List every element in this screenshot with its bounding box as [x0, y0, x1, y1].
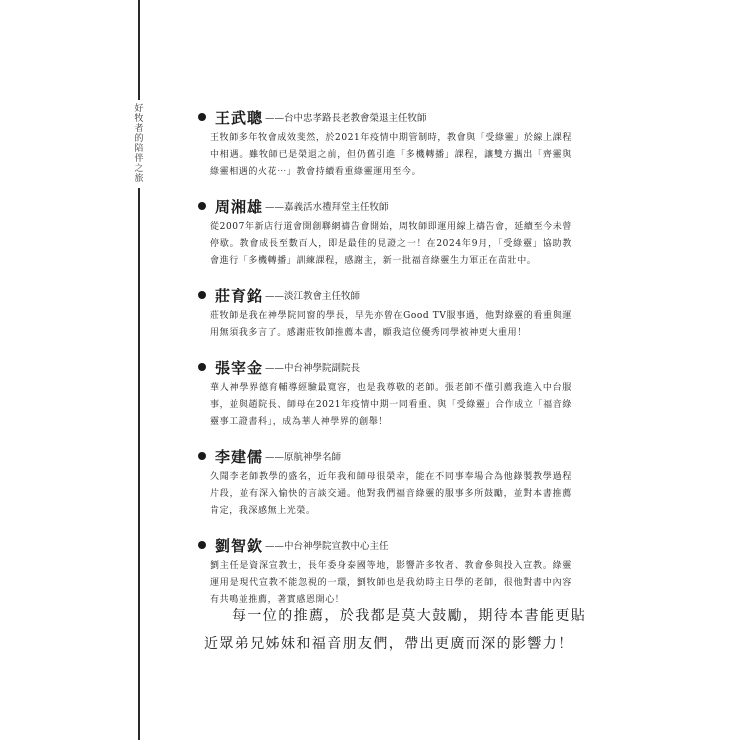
- bullet-icon: [198, 452, 206, 460]
- entry-heading: [198, 286, 578, 304]
- endorser-name: 王武聰: [215, 108, 264, 127]
- bullet-icon: [198, 363, 206, 371]
- endorsement-entry: [198, 536, 578, 609]
- endorser-role: ——嘉義活水禮拜堂主任牧師: [265, 202, 389, 213]
- bullet-icon: [198, 202, 206, 210]
- endorser-name: 周湘雄: [215, 197, 264, 216]
- endorsement-entry: [198, 358, 578, 431]
- endorser-role: ——台中忠孝路長老教會榮退主任牧師: [265, 113, 427, 124]
- endorser-name: 李建儒: [215, 447, 264, 466]
- endorsement-entry: [198, 197, 578, 270]
- entry-heading: [198, 197, 578, 215]
- bullet-icon: [198, 541, 206, 549]
- entry-heading: [198, 536, 578, 554]
- entry-heading: [198, 108, 578, 126]
- endorser-role: ——中台神學院宣教中心主任: [265, 541, 389, 552]
- endorsement-text: 久聞李老師教學的盛名，近年我和師母很榮幸，能在不同事奉場合為他錄製教學過程片段，並有深入愉快的言談交通。他對我們福音綠靈的服事多所鼓勵，並對本書推薦肯定，我深感無上光榮。: [210, 472, 572, 516]
- endorser-role: ——中台神學院副院長: [265, 363, 361, 374]
- endorser-name: 劉智欽: [215, 536, 264, 555]
- bullet-icon: [198, 291, 206, 299]
- endorser-name: 張宰金: [215, 358, 264, 377]
- endorsement-entry: [198, 108, 578, 181]
- endorsement-entry: [198, 447, 578, 520]
- endorser-role: ——淡江教會主任牧師: [265, 291, 361, 302]
- bullet-icon: [198, 113, 206, 121]
- endorsement-text: 莊牧師是我在神學院同窗的學長，早先亦曾在Good TV服事過，他對綠靈的看重與運用無須我多言了。感謝莊牧師推薦本書，願我這位優秀同學被神更大重用！: [210, 311, 572, 338]
- endorsement-text: 華人神學界德育輔導經驗最寬容，也是我尊敬的老師。張老師不僅引薦我進入中台服事，並與趙院長、師母在2021年疫情中期一同看重、與「受綠靈」合作成立「福音綠靈事工證書科」，成為華人神學界的創舉！: [210, 383, 572, 427]
- endorsement-entry: [198, 286, 578, 342]
- entry-heading: [198, 358, 578, 376]
- entry-heading: [198, 447, 578, 465]
- endorser-name: 莊育銘: [215, 286, 264, 305]
- running-head: 好牧者的陪伴之旅: [132, 100, 146, 188]
- endorsement-text: 從2007年新店行道會開創聯網禱告會開始，周牧師即運用線上禱告會，延續至今未曾停歇。教會成長至數百人，即是最佳的見證之一！在2024年9月，「受綠靈」協助教會進行「多機轉播」訓練課程，感謝主，新一批福音綠靈生力軍正在苗壯中。: [210, 222, 572, 266]
- closing-paragraph: 每一位的推薦，於我都是莫大鼓勵，期待本書能更貼近眾弟兄姊妹和福音朋友們，帶出更廣而深的影響力！: [204, 608, 587, 652]
- endorsement-text: 王牧師多年牧會成效斐然，於2021年疫情中期管制時，教會與「受綠靈」於線上課程中相遇。雖牧師已是榮退之前，但仍舊引進「多機轉播」課程，讓雙方攜出「齊靈與綠靈相遇的火花⋯」教會持續看重綠靈運用至今。: [210, 133, 572, 177]
- endorser-role: ——原航神學名師: [265, 452, 342, 463]
- endorsement-text: 劉主任是資深宣教士，長年委身泰國等地，影響許多牧者、教會參與投入宣教。綠靈運用是現代宣教不能忽視的一環，劉牧師也是我幼時主日學的老師，很他對書中內容有共鳴並推薦，著實感恩開心！: [210, 561, 572, 605]
- endorsement-list: [198, 108, 578, 625]
